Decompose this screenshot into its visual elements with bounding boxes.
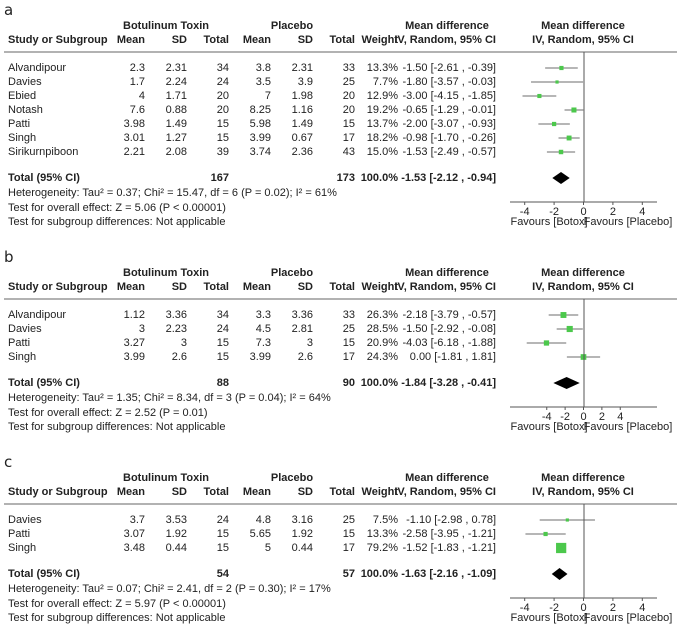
study-c-sd: 3.16: [291, 514, 313, 526]
column-header: IV, Random, 95% CI: [394, 486, 496, 498]
total-weight: 100.0%: [360, 377, 398, 389]
study-name: Davies: [8, 323, 42, 335]
study-t-mean: 4: [138, 90, 145, 102]
x-tick-label: 0: [580, 206, 587, 218]
x-tick-label: 0: [580, 602, 587, 614]
panel-label: c: [4, 453, 13, 471]
study-c-sd: 1.98: [291, 90, 313, 102]
study-c-sd: 2.81: [291, 323, 313, 335]
study-c-sd: 3: [306, 337, 313, 349]
effect-group-header: Mean difference: [405, 20, 489, 32]
study-t-sd: 3.53: [165, 514, 187, 526]
study-t-sd: 1.49: [165, 118, 187, 130]
x-tick-label: 0: [580, 411, 587, 423]
study-c-sd: 2.31: [291, 62, 313, 74]
column-header: Mean: [242, 281, 271, 293]
column-header: SD: [171, 486, 187, 498]
column-header: Total: [329, 486, 355, 498]
study-weight: 19.2%: [366, 104, 398, 116]
study-t-total: 20: [216, 90, 229, 102]
study-c-total: 17: [342, 132, 355, 144]
footer-note: Test for overall effect: Z = 5.97 (P < 0.00001): [8, 597, 226, 610]
study-t-sd: 0.44: [165, 542, 187, 554]
study-name: Singh: [8, 132, 37, 144]
study-c-mean: 4.5: [255, 323, 271, 335]
study-t-sd: 3.36: [165, 309, 187, 321]
study-ci-text: -3.00 [-4.15 , -1.85]: [402, 90, 496, 102]
x-tick-label: 2: [609, 602, 616, 614]
column-header: Mean: [116, 486, 145, 498]
study-t-mean: 3.99: [123, 351, 145, 363]
plot-subheader: IV, Random, 95% CI: [532, 281, 634, 293]
study-c-mean: 3.74: [249, 146, 271, 158]
control-group-header: Placebo: [270, 267, 314, 279]
study-t-sd: 1.92: [165, 528, 187, 540]
column-header: Weight: [361, 34, 398, 46]
study-weight: 13.3%: [366, 528, 398, 540]
effect-square: [555, 80, 558, 83]
study-c-total: 25: [342, 323, 355, 335]
favours-left-label: Favours [Botox]: [510, 612, 588, 624]
footer-note: Test for overall effect: Z = 5.06 (P < 0.00001): [8, 201, 226, 214]
footer-note: Heterogeneity: Tau² = 0.07; Chi² = 2.41, df = 2 (P = 0.30); I² = 17%: [8, 583, 331, 595]
effect-group-header: Mean difference: [405, 267, 489, 279]
study-t-sd: 1.71: [165, 90, 187, 102]
column-header: Weight: [361, 486, 398, 498]
study-c-sd: 0.67: [291, 132, 313, 144]
study-ci-text: -2.18 [-3.79 , -0.57]: [402, 309, 496, 321]
study-t-mean: 3.7: [129, 514, 145, 526]
effect-square: [537, 94, 541, 98]
study-c-mean: 8.25: [249, 104, 271, 116]
column-header: IV, Random, 95% CI: [394, 34, 496, 46]
column-header: Total: [203, 34, 229, 46]
study-ci-text: 0.00 [-1.81 , 1.81]: [409, 351, 496, 363]
study-c-mean: 3.3: [255, 309, 271, 321]
study-t-sd: 2.23: [165, 323, 187, 335]
study-c-total: 15: [342, 118, 355, 130]
study-ci-text: -2.00 [-3.07 , -0.93]: [402, 118, 496, 130]
panel-label: b: [4, 248, 14, 266]
x-tick-label: -4: [541, 411, 552, 423]
study-ci-text: -1.50 [-2.92 , -0.08]: [402, 323, 496, 335]
pooled-diamond: [553, 377, 579, 389]
x-tick-label: -2: [549, 206, 559, 218]
study-ci-text: -1.10 [-2.98 , 0.78]: [406, 514, 496, 526]
x-tick-label: -2: [560, 411, 571, 423]
x-tick-label: 2: [598, 411, 605, 423]
study-weight: 7.5%: [372, 514, 398, 526]
study-c-sd: 3.36: [291, 309, 313, 321]
column-header: Mean: [242, 486, 271, 498]
x-tick-label: 2: [609, 206, 616, 218]
study-t-sd: 2.6: [171, 351, 187, 363]
footer-note: Heterogeneity: Tau² = 1.35; Chi² = 8.34, df = 3 (P = 0.04); I² = 64%: [8, 392, 331, 404]
effect-square: [556, 543, 566, 553]
panel-label: a: [4, 1, 14, 19]
total-label: Total (95% CI): [8, 172, 80, 184]
study-c-sd: 2.6: [297, 351, 313, 363]
study-t-total: 15: [216, 351, 229, 363]
column-header-study: Study or Subgroup: [8, 281, 108, 293]
study-c-mean: 3.8: [255, 62, 271, 74]
footer-note: Heterogeneity: Tau² = 0.37; Chi² = 15.47, df = 6 (P = 0.02); I² = 61%: [8, 187, 337, 199]
study-ci-text: -1.53 [-2.49 , -0.57]: [402, 146, 496, 158]
effect-square: [552, 122, 556, 126]
study-t-total: 34: [216, 309, 229, 321]
total-label: Total (95% CI): [8, 377, 80, 389]
column-header: Total: [329, 281, 355, 293]
study-weight: 26.3%: [366, 309, 398, 321]
column-header-study: Study or Subgroup: [8, 486, 108, 498]
study-c-mean: 7.3: [255, 337, 271, 349]
effect-square: [559, 150, 563, 154]
study-name: Patti: [8, 337, 31, 349]
total-label: Total (95% CI): [8, 568, 80, 580]
study-c-total: 15: [342, 337, 355, 349]
total-control-n: 90: [342, 377, 355, 389]
effect-square: [567, 136, 572, 141]
plot-subheader: IV, Random, 95% CI: [532, 486, 634, 498]
study-t-total: 15: [216, 118, 229, 130]
x-tick-label: -4: [519, 602, 530, 614]
study-name: Davies: [8, 514, 42, 526]
total-weight: 100.0%: [360, 172, 398, 184]
study-t-total: 20: [216, 104, 229, 116]
study-t-total: 15: [216, 542, 229, 554]
study-t-sd: 2.24: [165, 76, 187, 88]
study-c-sd: 2.36: [291, 146, 313, 158]
study-c-mean: 5.65: [249, 528, 271, 540]
study-ci-text: -1.52 [-1.83 , -1.21]: [402, 542, 496, 554]
study-weight: 24.3%: [366, 351, 398, 363]
study-c-total: 20: [342, 104, 355, 116]
column-header: Mean: [116, 281, 145, 293]
plot-group-header: Mean difference: [541, 267, 625, 279]
total-treatment-n: 54: [216, 568, 229, 580]
column-header: IV, Random, 95% CI: [394, 281, 496, 293]
x-tick-label: 4: [617, 411, 624, 423]
control-group-header: Placebo: [270, 20, 314, 32]
total-ci: -1.63 [-2.16 , -1.09]: [401, 568, 496, 580]
footer-note: Test for subgroup differences: Not applicable: [8, 216, 226, 228]
study-c-total: 25: [342, 76, 355, 88]
study-weight: 12.9%: [366, 90, 398, 102]
study-c-total: 33: [342, 62, 355, 74]
total-control-n: 57: [342, 568, 355, 580]
study-ci-text: -0.98 [-1.70 , -0.26]: [402, 132, 496, 144]
study-weight: 7.7%: [372, 76, 398, 88]
study-c-sd: 1.49: [291, 118, 313, 130]
total-weight: 100.0%: [360, 568, 398, 580]
column-header-study: Study or Subgroup: [8, 34, 108, 46]
total-ci: -1.53 [-2.12 , -0.94]: [401, 172, 496, 184]
study-weight: 20.9%: [366, 337, 398, 349]
study-c-mean: 4.8: [255, 514, 271, 526]
study-c-total: 43: [342, 146, 355, 158]
x-tick-label: -4: [519, 206, 530, 218]
study-t-sd: 2.31: [165, 62, 187, 74]
study-t-sd: 1.27: [165, 132, 187, 144]
study-ci-text: -0.65 [-1.29 , -0.01]: [402, 104, 496, 116]
footer-note: Test for subgroup differences: Not applicable: [8, 612, 226, 624]
study-t-mean: 3.27: [123, 337, 145, 349]
effect-square: [559, 66, 563, 70]
study-c-total: 15: [342, 528, 355, 540]
study-name: Singh: [8, 351, 37, 363]
total-control-n: 173: [336, 172, 355, 184]
study-ci-text: -1.80 [-3.57 , -0.03]: [402, 76, 496, 88]
favours-right-label: Favours [Placebo]: [583, 216, 673, 228]
column-header: SD: [297, 34, 313, 46]
study-name: Alvandipour: [8, 62, 67, 74]
study-name: Notash: [8, 104, 43, 116]
study-t-mean: 3.48: [123, 542, 145, 554]
effect-square: [543, 532, 547, 536]
study-name: Alvandipour: [8, 309, 67, 321]
column-header: Weight: [361, 281, 398, 293]
favours-left-label: Favours [Botox]: [510, 421, 588, 433]
favours-left-label: Favours [Botox]: [510, 216, 588, 228]
column-header: SD: [297, 281, 313, 293]
plot-group-header: Mean difference: [541, 20, 625, 32]
pooled-diamond: [552, 568, 568, 580]
study-name: Patti: [8, 528, 31, 540]
x-tick-label: 4: [639, 206, 646, 218]
column-header: SD: [297, 486, 313, 498]
study-t-total: 24: [216, 76, 229, 88]
effect-group-header: Mean difference: [405, 472, 489, 484]
study-name: Ebied: [8, 90, 37, 102]
study-c-total: 25: [342, 514, 355, 526]
study-weight: 15.0%: [366, 146, 398, 158]
study-t-mean: 2.3: [129, 62, 145, 74]
column-header: Mean: [242, 34, 271, 46]
total-ci: -1.84 [-3.28 , -0.41]: [401, 377, 496, 389]
study-t-mean: 3.01: [123, 132, 145, 144]
effect-square: [567, 326, 573, 332]
effect-square: [561, 312, 567, 318]
study-c-sd: 0.44: [291, 542, 313, 554]
study-t-total: 39: [216, 146, 229, 158]
study-t-total: 24: [216, 514, 229, 526]
effect-square: [571, 107, 576, 112]
study-c-total: 17: [342, 351, 355, 363]
study-t-sd: 2.08: [165, 146, 187, 158]
study-c-mean: 3.99: [249, 132, 271, 144]
treatment-group-header: Botulinum Toxin: [123, 20, 209, 32]
study-t-mean: 3.07: [123, 528, 145, 540]
footer-note: Test for overall effect: Z = 2.52 (P = 0.01): [8, 406, 208, 419]
study-t-mean: 2.21: [123, 146, 145, 158]
study-name: Davies: [8, 76, 42, 88]
column-header: Mean: [116, 34, 145, 46]
study-ci-text: -2.58 [-3.95 , -1.21]: [402, 528, 496, 540]
study-weight: 28.5%: [366, 323, 398, 335]
favours-right-label: Favours [Placebo]: [583, 612, 673, 624]
treatment-group-header: Botulinum Toxin: [123, 267, 209, 279]
effect-square: [566, 518, 569, 521]
column-header: Total: [203, 486, 229, 498]
study-c-total: 17: [342, 542, 355, 554]
study-weight: 79.2%: [366, 542, 398, 554]
study-c-sd: 1.16: [291, 104, 313, 116]
study-c-mean: 3.5: [255, 76, 271, 88]
favours-right-label: Favours [Placebo]: [583, 421, 673, 433]
treatment-group-header: Botulinum Toxin: [123, 472, 209, 484]
x-tick-label: 4: [639, 602, 646, 614]
study-c-sd: 3.9: [297, 76, 313, 88]
x-tick-label: -2: [549, 602, 559, 614]
column-header: Total: [329, 34, 355, 46]
column-header: SD: [171, 281, 187, 293]
study-ci-text: -4.03 [-6.18 , -1.88]: [402, 337, 496, 349]
study-c-mean: 5.98: [249, 118, 271, 130]
study-t-mean: 1.12: [123, 309, 145, 321]
total-treatment-n: 88: [216, 377, 229, 389]
study-ci-text: -1.50 [-2.61 , -0.39]: [402, 62, 496, 74]
control-group-header: Placebo: [270, 472, 314, 484]
column-header: SD: [171, 34, 187, 46]
study-name: Patti: [8, 118, 31, 130]
pooled-diamond: [552, 172, 569, 184]
column-header: Total: [203, 281, 229, 293]
study-name: Sirikurnpiboon: [8, 146, 79, 158]
study-t-sd: 0.88: [165, 104, 187, 116]
plot-subheader: IV, Random, 95% CI: [532, 34, 634, 46]
study-c-mean: 3.99: [249, 351, 271, 363]
study-t-mean: 7.6: [129, 104, 145, 116]
study-c-total: 33: [342, 309, 355, 321]
study-t-sd: 3: [180, 337, 187, 349]
study-c-mean: 7: [264, 90, 271, 102]
study-t-mean: 3: [138, 323, 145, 335]
study-t-total: 15: [216, 132, 229, 144]
total-treatment-n: 167: [210, 172, 229, 184]
study-t-total: 24: [216, 323, 229, 335]
study-t-mean: 1.7: [129, 76, 145, 88]
study-c-sd: 1.92: [291, 528, 313, 540]
study-t-total: 34: [216, 62, 229, 74]
study-c-total: 20: [342, 90, 355, 102]
footer-note: Test for subgroup differences: Not applicable: [8, 421, 226, 433]
study-t-total: 15: [216, 528, 229, 540]
study-weight: 18.2%: [366, 132, 398, 144]
study-t-mean: 3.98: [123, 118, 145, 130]
study-name: Singh: [8, 542, 37, 554]
study-c-mean: 5: [264, 542, 271, 554]
study-weight: 13.7%: [366, 118, 398, 130]
study-t-total: 15: [216, 337, 229, 349]
effect-square: [544, 340, 549, 345]
study-weight: 13.3%: [366, 62, 398, 74]
plot-group-header: Mean difference: [541, 472, 625, 484]
